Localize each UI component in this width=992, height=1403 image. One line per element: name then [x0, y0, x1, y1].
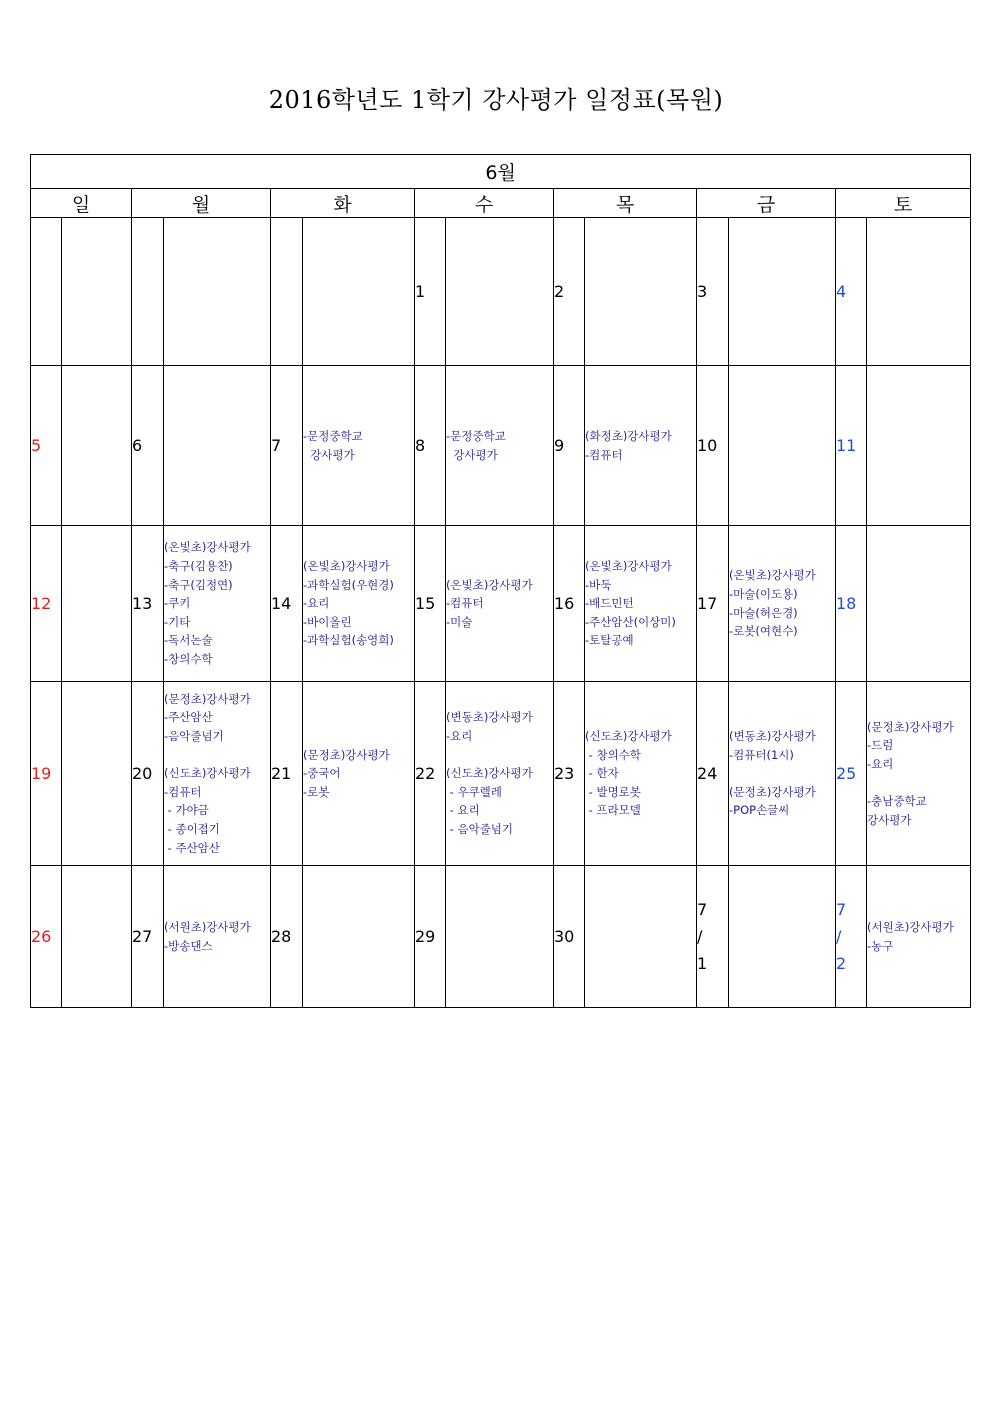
event-line: -쿠키	[164, 596, 191, 611]
day-number-thu	[554, 866, 585, 1008]
day-number-tue	[271, 682, 303, 866]
day-number: 21	[271, 764, 292, 783]
day-events-tue	[303, 218, 415, 366]
day-events-mon	[164, 526, 271, 682]
event-line: -미술	[446, 614, 473, 629]
day-number: 29	[415, 927, 436, 946]
day-events-sun	[62, 682, 132, 866]
day-number-sat	[836, 366, 867, 526]
event-line: (온빛초)강사평가	[446, 577, 533, 592]
event-line: -드럼	[867, 738, 894, 753]
event-line: 강사평가	[867, 812, 912, 827]
day-events-mon	[164, 218, 271, 366]
day-number: 2	[554, 282, 565, 301]
day-number: 3	[697, 282, 708, 301]
week-row	[31, 526, 971, 682]
day-number: 1	[415, 282, 426, 301]
day-events-sat	[867, 866, 971, 1008]
event-line: -주산암산(이상미)	[585, 614, 676, 629]
event-line: -컴퓨터(1시)	[729, 747, 794, 762]
day-events-sat	[867, 526, 971, 682]
day-number-wed	[415, 218, 446, 366]
day-events-sat	[867, 218, 971, 366]
day-number: 28	[271, 927, 292, 946]
week-row	[31, 366, 971, 526]
day-number: 23	[554, 764, 575, 783]
event-line: -농구	[867, 938, 894, 953]
event-line: -마술(허은경)	[729, 605, 798, 620]
day-number: 16	[554, 594, 575, 613]
event-line: (서원초)강사평가	[164, 919, 251, 934]
day-number-sun	[31, 682, 62, 866]
event-line: (온빛초)강사평가	[729, 568, 816, 583]
day-events-thu	[585, 366, 697, 526]
weekday-mon: 월	[132, 189, 271, 218]
event-line: 강사평가	[303, 447, 355, 462]
day-events-fri	[729, 526, 836, 682]
day-events-fri	[729, 218, 836, 366]
day-events-fri	[729, 366, 836, 526]
page-title: 2016학년도 1학기 강사평가 일정표(목원)	[268, 86, 724, 114]
day-number-sun	[31, 866, 62, 1008]
event-line: -충남중학교	[867, 794, 927, 809]
day-number-wed	[415, 866, 446, 1008]
day-number: 22	[415, 764, 436, 783]
day-number: 6	[132, 436, 143, 455]
event-line: -요리	[303, 596, 330, 611]
event-line: - 요리	[446, 803, 480, 818]
day-events-sat	[867, 682, 971, 866]
day-events-sun	[62, 366, 132, 526]
day-events-thu	[585, 218, 697, 366]
day-events-wed	[446, 366, 554, 526]
day-number: 11	[836, 436, 857, 455]
day-number-fri	[697, 526, 729, 682]
event-line: - 종이접기	[164, 821, 220, 836]
event-line: -문정중학교	[446, 428, 506, 443]
day-number-mon	[132, 866, 164, 1008]
day-number-thu	[554, 366, 585, 526]
event-line: -로봇	[303, 784, 330, 799]
day-events-tue	[303, 682, 415, 866]
event-line: -기타	[164, 614, 191, 629]
event-line: -토탈공예	[585, 633, 634, 648]
day-events-wed	[446, 682, 554, 866]
event-line: - 프라모델	[585, 803, 641, 818]
day-number: 20	[132, 764, 153, 783]
day-number: 15	[415, 594, 436, 613]
weekday-sun: 일	[31, 189, 132, 218]
day-events-sat	[867, 366, 971, 526]
day-events-thu	[585, 682, 697, 866]
day-number: 5	[31, 436, 42, 455]
day-number-sat	[836, 218, 867, 366]
day-number-thu	[554, 682, 585, 866]
day-number-mon	[132, 526, 164, 682]
event-line: (문정초)강사평가	[303, 747, 390, 762]
day-events-tue	[303, 866, 415, 1008]
event-line: -독서논술	[164, 633, 213, 648]
day-events-fri	[729, 866, 836, 1008]
event-line: (신도초)강사평가	[164, 766, 251, 781]
event-line: (온빛초)강사평가	[585, 559, 672, 574]
event-line: -축구(김용찬)	[164, 559, 233, 574]
event-line: -요리	[446, 729, 473, 744]
weekday-thu: 목	[554, 189, 697, 218]
event-line: -바이올린	[303, 614, 352, 629]
day-events-mon	[164, 682, 271, 866]
day-number: 7 / 2	[836, 900, 847, 973]
day-number-thu	[554, 218, 585, 366]
day-number-tue	[271, 866, 303, 1008]
day-events-tue	[303, 366, 415, 526]
event-line	[867, 774, 970, 793]
day-number-sun	[31, 218, 62, 366]
day-events-sun	[62, 866, 132, 1008]
day-number-tue	[271, 526, 303, 682]
weekday-tue: 화	[271, 189, 415, 218]
day-number: 19	[31, 764, 52, 783]
event-line	[446, 746, 553, 765]
day-events-wed	[446, 866, 554, 1008]
week-row	[31, 682, 971, 866]
event-line: (신도초)강사평가	[446, 766, 533, 781]
event-line: -컴퓨터	[446, 596, 484, 611]
day-events-wed	[446, 218, 554, 366]
day-number-sat	[836, 866, 867, 1008]
event-line: (변동초)강사평가	[446, 710, 533, 725]
event-line: -마술(이도용)	[729, 586, 798, 601]
day-events-thu	[585, 526, 697, 682]
day-number-mon	[132, 218, 164, 366]
event-line: -축구(김정연)	[164, 577, 233, 592]
weekday-fri: 금	[697, 189, 836, 218]
event-line: - 가야금	[164, 803, 209, 818]
day-events-mon	[164, 366, 271, 526]
event-line: -과학실험(우현경)	[303, 577, 394, 592]
day-number-fri	[697, 366, 729, 526]
day-number: 13	[132, 594, 153, 613]
event-line: -주산암산	[164, 710, 213, 725]
day-events-fri	[729, 682, 836, 866]
week-row	[31, 866, 971, 1008]
day-number: 12	[31, 594, 52, 613]
day-number: 17	[697, 594, 718, 613]
day-number-wed	[415, 366, 446, 526]
day-number-thu	[554, 526, 585, 682]
event-line: (문정초)강사평가	[729, 784, 816, 799]
event-line: -컴퓨터	[585, 447, 623, 462]
day-number: 8	[415, 436, 426, 455]
event-line: -요리	[867, 756, 894, 771]
event-line: -중국어	[303, 766, 341, 781]
day-events-sun	[62, 218, 132, 366]
day-number-tue	[271, 218, 303, 366]
day-number-wed	[415, 526, 446, 682]
day-number-mon	[132, 366, 164, 526]
event-line: (신도초)강사평가	[585, 729, 672, 744]
day-number-sun	[31, 366, 62, 526]
schedule-calendar	[30, 154, 971, 1008]
event-line: 강사평가	[446, 447, 498, 462]
day-number: 7	[271, 436, 282, 455]
day-events-mon	[164, 866, 271, 1008]
day-number: 14	[271, 594, 292, 613]
weekday-wed: 수	[415, 189, 554, 218]
event-line: -창의수학	[164, 651, 213, 666]
day-events-sun	[62, 526, 132, 682]
event-line: (온빛초)강사평가	[303, 559, 390, 574]
weekday-header-row	[31, 189, 971, 218]
day-number-wed	[415, 682, 446, 866]
event-line: - 우쿠렐레	[446, 784, 502, 799]
month-header: 6월	[31, 155, 971, 189]
event-line: - 음악줄넘기	[446, 821, 514, 836]
day-number: 30	[554, 927, 575, 946]
day-number: 7 / 1	[697, 900, 708, 973]
day-number: 4	[836, 282, 847, 301]
event-line: -음악줄넘기	[164, 729, 224, 744]
event-line: (문정초)강사평가	[164, 691, 251, 706]
day-number-fri	[697, 218, 729, 366]
event-line: (온빛초)강사평가	[164, 540, 251, 555]
day-number: 9	[554, 436, 565, 455]
event-line: (변동초)강사평가	[729, 729, 816, 744]
day-number: 26	[31, 927, 52, 946]
event-line: -문정중학교	[303, 428, 363, 443]
day-number-fri	[697, 866, 729, 1008]
event-line: - 창의수학	[585, 747, 641, 762]
weekday-sat: 토	[836, 189, 971, 218]
day-number-sat	[836, 682, 867, 866]
day-events-tue	[303, 526, 415, 682]
day-number: 18	[836, 594, 857, 613]
event-line: - 한자	[585, 766, 619, 781]
event-line: (문정초)강사평가	[867, 719, 954, 734]
event-line: (화정초)강사평가	[585, 428, 672, 443]
event-line: - 주산암산	[164, 840, 220, 855]
day-number: 24	[697, 764, 718, 783]
day-events-wed	[446, 526, 554, 682]
event-line: -방송댄스	[164, 938, 213, 953]
day-number: 27	[132, 927, 153, 946]
event-line: -과학실험(송영희)	[303, 633, 394, 648]
day-number-sat	[836, 526, 867, 682]
event-line: -바둑	[585, 577, 612, 592]
day-number-tue	[271, 366, 303, 526]
event-line: -POP손글씨	[729, 803, 790, 818]
day-number: 25	[836, 764, 857, 783]
event-line	[729, 764, 835, 783]
day-number-mon	[132, 682, 164, 866]
event-line: -컴퓨터	[164, 784, 202, 799]
event-line: -배드민턴	[585, 596, 634, 611]
event-line: -로봇(여현수)	[729, 624, 798, 639]
event-line: (서원초)강사평가	[867, 919, 954, 934]
event-line: - 발명로봇	[585, 784, 641, 799]
week-row	[31, 218, 971, 366]
event-line	[164, 746, 270, 765]
day-number-sun	[31, 526, 62, 682]
day-number-fri	[697, 682, 729, 866]
day-events-thu	[585, 866, 697, 1008]
day-number: 10	[697, 436, 718, 455]
